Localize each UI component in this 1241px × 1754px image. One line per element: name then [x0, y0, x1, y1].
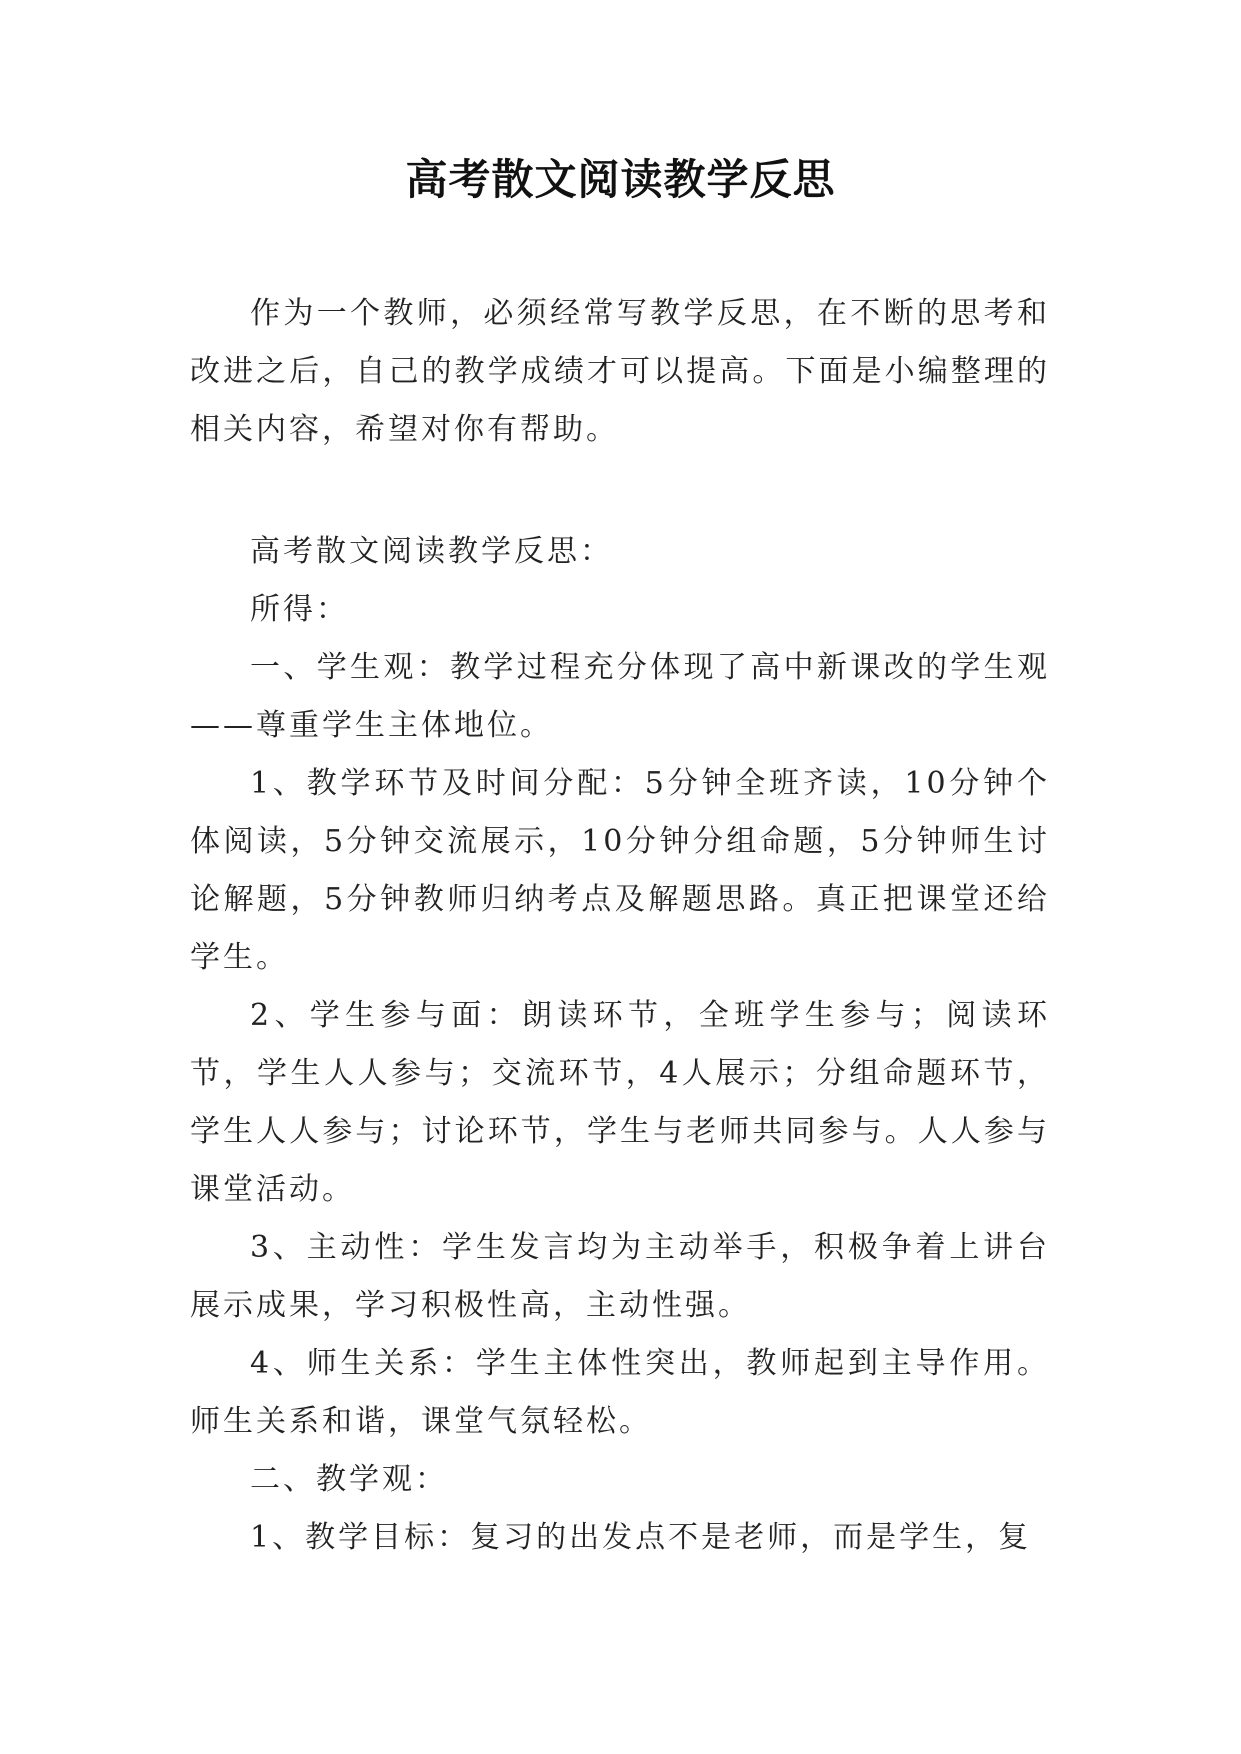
gains-heading: 所得： — [250, 592, 349, 627]
page-title: 高考散文阅读教学反思 — [405, 155, 836, 204]
student-view-heading: 一、学生观：教学过程充分体现了高中新课改的学生观——尊重学生主体地位。 — [190, 650, 1050, 743]
body-paragraph: 3、主动性：学生发言均为主动举手，积极争着上讲台展示成果，学习积极性高，主动性强。 — [190, 1230, 1050, 1323]
intro-paragraph: 作为一个教师，必须经常写教学反思，在不断的思考和改进之后，自己的教学成绩才可以提高。下面是小编整理的相关内容，希望对你有帮助。 — [190, 296, 1050, 447]
intro-section — [190, 285, 1050, 459]
body-paragraph: 2、学生参与面：朗读环节，全班学生参与；阅读环节，学生人人参与；交流环节，4人展示；分组命题环节，学生人人参与；讨论环节，学生与老师共同参与。人人参与课堂活动。 — [190, 998, 1050, 1207]
body-paragraph: 1、教学目标：复习的出发点不是老师，而是学生，复 — [250, 1520, 1032, 1555]
section-heading: 高考散文阅读教学反思： — [250, 534, 613, 569]
body-paragraph: 4、师生关系：学生主体性突出，教师起到主导作用。师生关系和谐，课堂气氛轻松。 — [190, 1346, 1050, 1439]
teaching-view-heading: 二、教学观： — [250, 1462, 448, 1497]
body-paragraph: 1、教学环节及时间分配：5分钟全班齐读，10分钟个体阅读，5分钟交流展示，10分钟分组命题，5分钟师生讨论解题，5分钟教师归纳考点及解题思路。真正把课堂还给学生。 — [190, 766, 1050, 975]
main-section — [190, 523, 1050, 1567]
